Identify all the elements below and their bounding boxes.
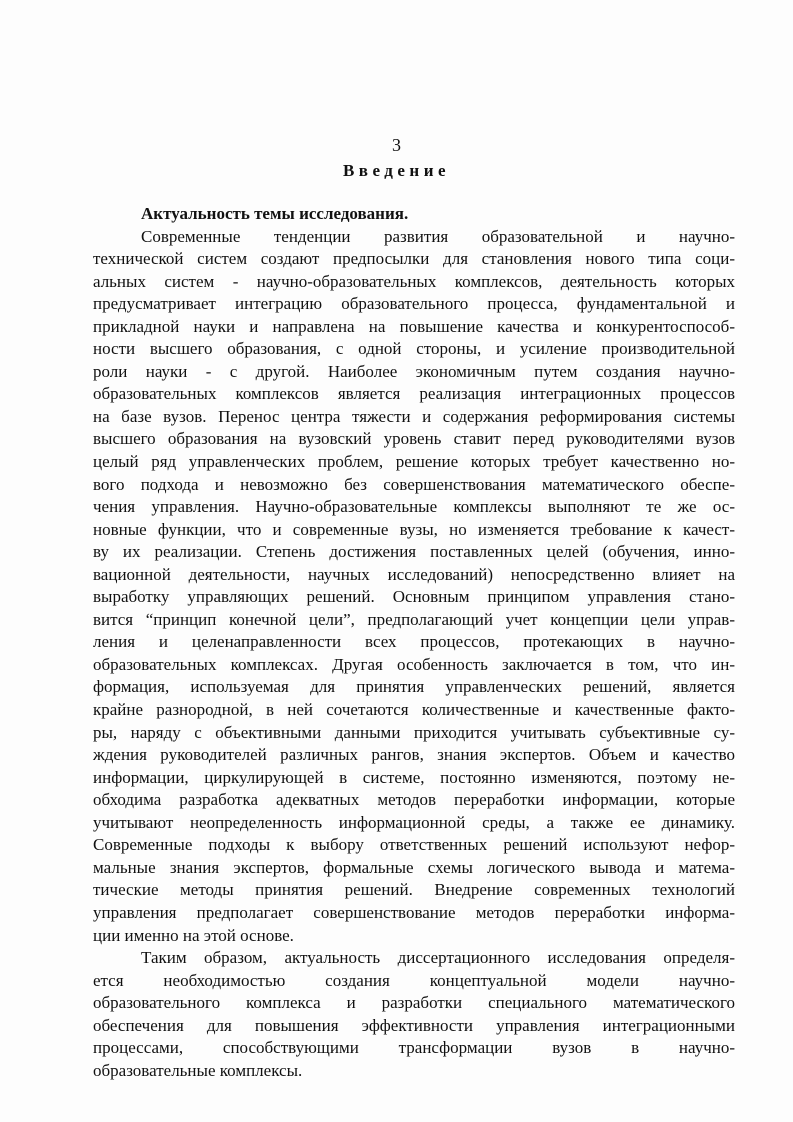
body-text — [93, 203, 735, 1082]
text-line: образовательные комплексы. — [93, 1060, 303, 1080]
text-line: информации, циркулирующей в системе, постоянно изменяются, поэтому не- — [93, 767, 735, 787]
text-line: процессами, способствующими трансформации вузов в научно- — [93, 1038, 735, 1058]
text-line: образовательных комплексов является реализация интеграционных процессов — [93, 384, 735, 404]
text-line: ву их реализации. Степень достижения поставленных целей (обучения, инно- — [93, 542, 735, 562]
text-line: обходима разработка адекватных методов переработки информации, которые — [93, 790, 735, 810]
section-heading: Актуальность темы исследования. — [141, 204, 409, 223]
text-line: вого подхода и невозможно без совершенствования математического обеспе- — [93, 474, 735, 494]
text-line: альных систем - научно-образовательных комплексов, деятельность которых — [93, 271, 735, 291]
text-line: вится “принцип конечной цели”, предполагающий учет концепции цели управ- — [93, 609, 735, 629]
text-line: Таким образом, актуальность диссертационного исследования определя- — [141, 948, 735, 968]
text-line: ления и целенаправленности всех процессов, протекающих в научно- — [93, 632, 735, 652]
text-line: ждения руководителей различных рангов, знания экспертов. Объем и качество — [93, 745, 735, 765]
text-line: мальные знания экспертов, формальные схемы логического вывода и матема- — [93, 857, 735, 877]
text-line: ности высшего образования, с одной стороны, и усиление производительной — [93, 339, 735, 359]
text-line: Современные тенденции развития образовательной и научно- — [141, 226, 735, 246]
text-line: на базе вузов. Перенос центра тяжести и содержания реформирования системы — [93, 406, 735, 426]
text-line: управления предполагает совершенствование методов переработки информа- — [93, 902, 735, 922]
chapter-title: Введение — [342, 161, 451, 180]
text-line: роли науки - с другой. Наиболее экономичным путем создания научно- — [93, 361, 735, 381]
page-number: 3 — [392, 135, 401, 155]
text-line: чения управления. Научно-образовательные комплексы выполняют те же ос- — [93, 497, 735, 517]
text-line: образовательного комплекса и разработки специального математического — [93, 993, 735, 1013]
text-line: выработку управляющих решений. Основным принципом управления стано- — [93, 587, 735, 607]
text-line: прикладной науки и направлена на повышение качества и конкурентоспособ- — [93, 316, 735, 336]
text-line: вационной деятельности, научных исследований) непосредственно влияет на — [93, 564, 735, 584]
text-line: ры, наряду с объективными данными приходится учитывать субъективные су- — [93, 722, 735, 742]
text-line: технической систем создают предпосылки для становления нового типа соци- — [93, 249, 735, 269]
text-line: образовательных комплексах. Другая особенность заключается в том, что ин- — [93, 654, 735, 674]
text-line: новные функции, что и современные вузы, но изменяется требование к качест- — [93, 519, 735, 539]
text-line: ции именно на этой основе. — [93, 925, 294, 945]
text-line: Современные подходы к выбору ответственных решений используют нефор- — [93, 835, 735, 855]
text-line: учитывают неопределенность информационной среды, а также ее динамику. — [93, 812, 735, 832]
text-line: формация, используемая для принятия управленческих решений, является — [93, 677, 735, 697]
text-line: тические методы принятия решений. Внедрение современных технологий — [93, 880, 735, 900]
text-line: целый ряд управленческих проблем, решение которых требует качественно но- — [93, 452, 735, 472]
text-line: обеспечения для повышения эффективности управления интеграционными — [93, 1015, 735, 1035]
text-line: ется необходимостью создания концептуальной модели научно- — [93, 970, 735, 990]
text-line: крайне разнородной, в ней сочетаются количественные и качественные факто- — [93, 700, 735, 720]
text-line: предусматривает интеграцию образовательного процесса, фундаментальной и — [93, 294, 735, 314]
text-line: высшего образования на вузовский уровень ставит перед руководителями вузов — [93, 429, 735, 449]
